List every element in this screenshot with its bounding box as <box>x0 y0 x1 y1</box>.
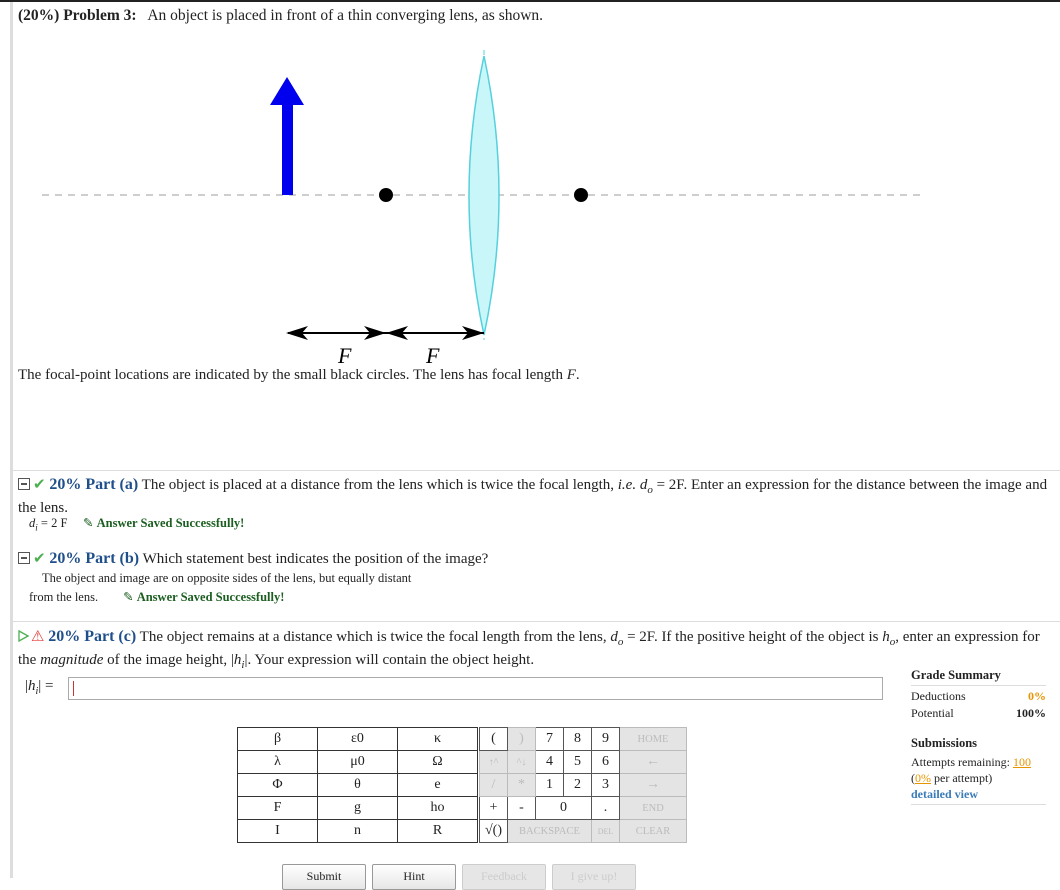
part-b-percent: 20% Part (b) <box>49 550 140 567</box>
converging-lens <box>469 56 499 335</box>
key-7[interactable]: 7 <box>536 728 564 751</box>
key-F[interactable]: F <box>238 797 318 820</box>
saved-message: Answer Saved Successfully! <box>96 516 245 530</box>
key-caret-down[interactable]: ^↓ <box>508 751 536 774</box>
grade-summary <box>911 668 1046 722</box>
attempts-value[interactable]: 100 <box>1012 755 1031 769</box>
expand-part-c-icon[interactable] <box>18 629 29 641</box>
per-attempt-pct[interactable]: 0% <box>915 771 931 785</box>
key-open-paren[interactable]: ( <box>480 728 508 751</box>
part-a-header <box>18 476 1048 517</box>
key-3[interactable]: 3 <box>592 774 620 797</box>
focal-point-right <box>574 188 588 202</box>
section-divider <box>13 621 1060 622</box>
part-c-h-sub: o <box>889 636 896 648</box>
numeric-keypad <box>479 727 687 843</box>
feedback-button[interactable]: Feedback <box>462 864 546 890</box>
submissions-panel <box>911 735 1046 805</box>
part-a-eq-sub: o <box>647 484 653 496</box>
key-5[interactable]: 5 <box>564 751 592 774</box>
key-mu0[interactable]: μ0 <box>318 751 398 774</box>
part-c-magnitude: magnitude <box>40 652 104 668</box>
collapse-part-a-icon[interactable] <box>18 478 30 490</box>
left-border <box>10 2 13 878</box>
object-arrow-shaft <box>282 103 293 195</box>
key-right-arrow[interactable]: → <box>620 774 687 797</box>
key-I[interactable]: I <box>238 820 318 843</box>
part-c-q2: . If the positive height of the object is <box>653 629 883 645</box>
deductions-row <box>911 688 1046 705</box>
part-a-answer <box>29 515 244 533</box>
part-c-eq-var: d <box>610 629 618 645</box>
give-up-button[interactable]: I give up! <box>552 864 636 890</box>
caption-var: F <box>566 367 576 383</box>
part-c-hi-sub: i <box>241 659 245 671</box>
key-2[interactable]: 2 <box>564 774 592 797</box>
key-left-arrow[interactable]: ← <box>620 751 687 774</box>
key-lambda[interactable]: λ <box>238 751 318 774</box>
pencil-icon: ✎ <box>83 516 94 530</box>
answer-value: = 2 F <box>37 516 68 530</box>
problem-heading <box>18 7 543 25</box>
text-cursor <box>73 681 74 696</box>
submissions-title: Submissions <box>911 736 978 750</box>
part-c-hi-var: h <box>233 652 242 668</box>
key-9[interactable]: 9 <box>592 728 620 751</box>
deductions-value: 0% <box>1028 689 1046 703</box>
key-omega[interactable]: Ω <box>398 751 478 774</box>
check-icon: ✔ <box>33 551 46 567</box>
symbol-keyboard <box>237 727 478 843</box>
potential-row <box>911 705 1046 722</box>
part-c-eq-sub: o <box>617 636 624 648</box>
key-sqrt[interactable]: √() <box>480 820 508 843</box>
deductions-label: Deductions <box>911 689 966 703</box>
answer-input[interactable] <box>68 677 883 700</box>
key-6[interactable]: 6 <box>592 751 620 774</box>
part-b-answer-line1: The object and image are on opposite sides of the lens, but equally distant <box>42 571 412 585</box>
key-dot[interactable]: . <box>592 797 620 820</box>
part-a-eq-rest: = 2F <box>652 477 684 493</box>
key-8[interactable]: 8 <box>564 728 592 751</box>
part-a-question: The object is placed at a distance from the lens which is twice the focal length, <box>141 477 618 493</box>
saved-message: Answer Saved Successfully! <box>136 590 285 604</box>
key-phi[interactable]: Φ <box>238 774 318 797</box>
key-backspace[interactable]: BACKSPACE <box>508 820 592 843</box>
key-4[interactable]: 4 <box>536 751 564 774</box>
key-plus[interactable]: + <box>480 797 508 820</box>
attempts-label: Attempts remaining: <box>911 755 1013 769</box>
focal-point-left <box>379 188 393 202</box>
grade-summary-title: Grade Summary <box>911 668 1046 686</box>
collapse-part-b-icon[interactable] <box>18 552 30 564</box>
answer-line2-text: from the lens. <box>29 590 99 604</box>
key-end[interactable]: END <box>620 797 687 820</box>
focal-label-left: F <box>338 343 352 368</box>
object-arrow-head <box>270 77 304 105</box>
hint-button[interactable]: Hint <box>372 864 456 890</box>
detailed-view-link[interactable]: detailed view <box>911 787 978 801</box>
part-c-eq-rest: = 2F <box>623 629 654 645</box>
label-sub: i <box>35 686 39 697</box>
part-c-h-var: h <box>882 629 890 645</box>
submit-button[interactable]: Submit <box>282 864 366 890</box>
key-up-caret[interactable]: ↑^ <box>480 751 508 774</box>
key-minus[interactable]: - <box>508 797 536 820</box>
caption-text: The focal-point locations are indicated by the small black circles. The lens has focal length <box>18 367 567 383</box>
key-home[interactable]: HOME <box>620 728 687 751</box>
focal-label-right: F <box>426 343 440 368</box>
key-del[interactable]: DEL <box>592 820 620 843</box>
key-ho[interactable]: ho <box>398 797 478 820</box>
submissions-divider <box>911 804 1046 805</box>
problem-statement: An object is placed in front of a thin converging lens, as shown. <box>147 7 544 24</box>
answer-input-label: $|h_i|$ = <box>25 678 54 697</box>
part-c-q4: of the image height, | <box>103 652 234 668</box>
part-c-q3: , enter an expression for the <box>18 629 1040 668</box>
key-star[interactable]: * <box>508 774 536 797</box>
key-R[interactable]: R <box>398 820 478 843</box>
check-icon: ✔ <box>33 477 46 493</box>
focal-length-arrow-left <box>286 326 386 340</box>
potential-label: Potential <box>911 706 954 720</box>
key-clear[interactable]: CLEAR <box>620 820 687 843</box>
part-c-question: The object remains at a distance which is twice the focal length from the lens, <box>139 629 611 645</box>
key-1[interactable]: 1 <box>536 774 564 797</box>
key-0[interactable]: 0 <box>536 797 592 820</box>
pencil-icon: ✎ <box>123 590 134 604</box>
part-b-header <box>18 550 1048 568</box>
diagram-caption <box>18 367 580 384</box>
part-a-question-end: . Enter an expression for the distance between the image and the lens. <box>18 477 1048 516</box>
key-e[interactable]: e <box>398 774 478 797</box>
answer-sub: i <box>35 522 38 533</box>
key-close-paren[interactable]: ) <box>508 728 536 751</box>
part-a-eq-var: d <box>636 477 648 493</box>
key-g[interactable]: g <box>318 797 398 820</box>
part-b-question: Which statement best indicates the position of the image? <box>142 551 489 567</box>
warning-icon: ⚠ <box>31 629 45 645</box>
attempts-remaining <box>911 754 1046 770</box>
label-var: h <box>28 678 36 694</box>
problem-percent: (20%) <box>18 7 60 24</box>
focal-length-arrow-right <box>386 326 484 340</box>
part-c-q5: |. Your expression will contain the object height. <box>244 652 535 668</box>
problem-title: Problem 3: <box>63 7 137 24</box>
part-a-percent: 20% Part (a) <box>49 476 139 493</box>
key-theta[interactable]: θ <box>318 774 398 797</box>
per-attempt-text: per attempt) <box>931 771 993 785</box>
key-kappa[interactable]: κ <box>398 728 478 751</box>
part-a-ie: i.e. <box>617 477 637 493</box>
lens-diagram <box>30 40 930 370</box>
key-beta[interactable]: β <box>238 728 318 751</box>
per-attempt: (0% per attempt) <box>911 771 993 785</box>
potential-value: 100% <box>1016 706 1046 720</box>
key-n[interactable]: n <box>318 820 398 843</box>
section-divider <box>13 470 1060 471</box>
top-border <box>0 0 1060 2</box>
action-buttons <box>282 864 636 890</box>
answer-var: d <box>29 516 36 530</box>
part-c-header <box>18 628 1048 674</box>
part-b-answer-line2 <box>29 589 284 605</box>
part-c-percent: 20% Part (c) <box>48 628 137 645</box>
caption-end: . <box>575 367 580 383</box>
key-epsilon0[interactable]: ε0 <box>318 728 398 751</box>
key-slash[interactable]: / <box>480 774 508 797</box>
